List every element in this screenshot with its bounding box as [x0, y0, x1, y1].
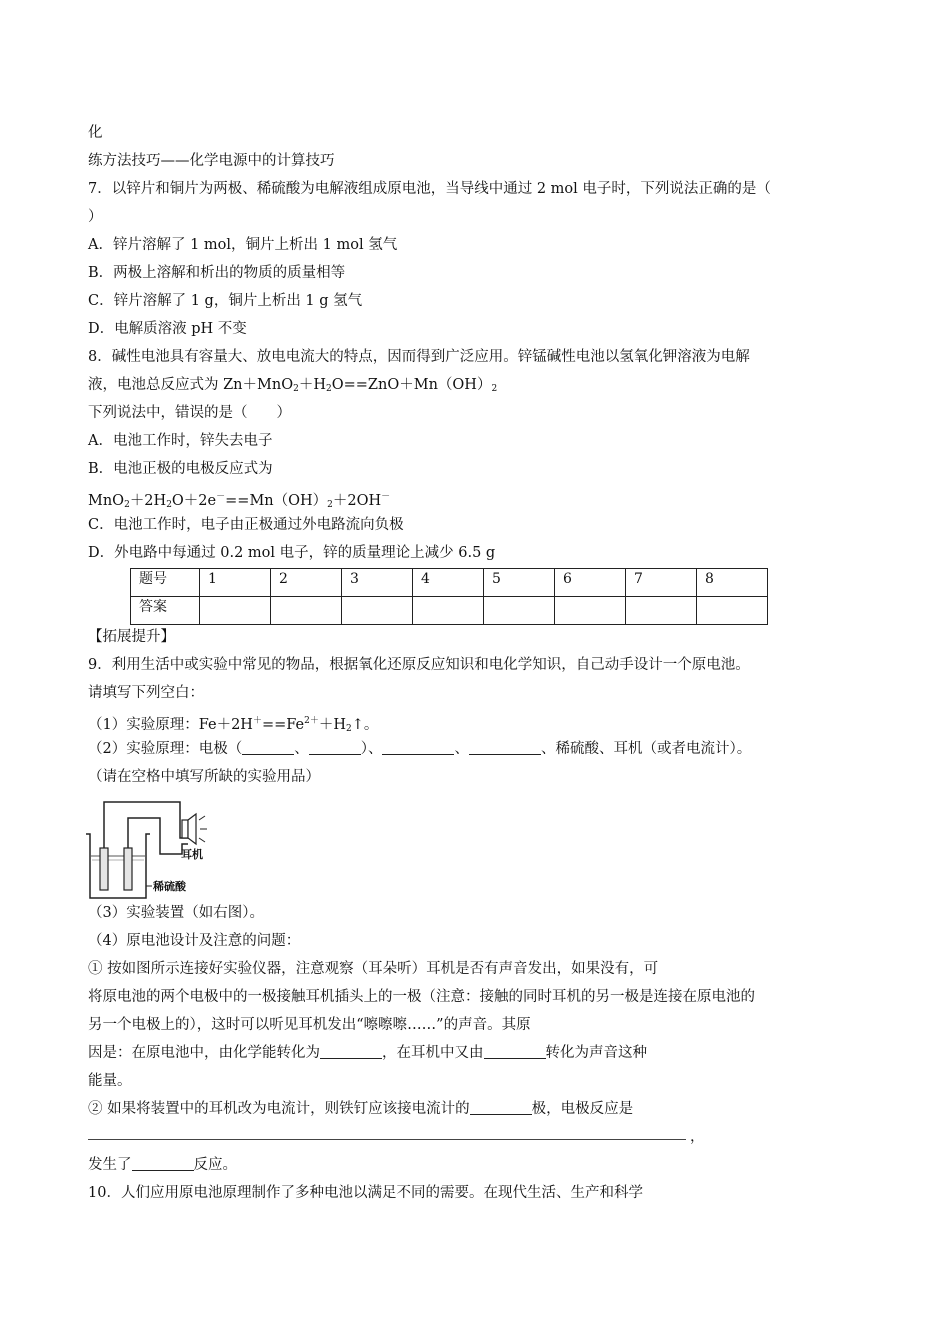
answer-cell[interactable] — [555, 597, 626, 625]
q9-item4: （4）原电池设计及注意的问题： — [88, 933, 301, 949]
q7-option-c: C．锌片溶解了 1 g，铜片上析出 1 g 氢气 — [88, 293, 363, 309]
q9-para2-line3: 发生了 反应。 — [88, 1157, 237, 1173]
table-cell-header: 答案 — [131, 597, 200, 625]
answer-cell[interactable] — [697, 597, 768, 625]
electrode-blank-2[interactable] — [309, 740, 361, 755]
q7-option-a: A．锌片溶解了 1 mol，铜片上析出 1 mol 氢气 — [88, 237, 398, 253]
q8-stem-line3: 下列说法中，错误的是（ ） — [88, 405, 291, 421]
answer-cell[interactable] — [413, 597, 484, 625]
table-cell-number: 5 — [484, 569, 555, 597]
material-blank-2[interactable] — [469, 740, 541, 755]
table-cell-number: 4 — [413, 569, 484, 597]
q8-option-b: B．电池正极的电极反应式为 — [88, 461, 273, 477]
q9-line2: 请填写下列空白： — [88, 685, 204, 701]
galvanic-cell-diagram — [84, 798, 224, 904]
material-blank-1[interactable] — [382, 740, 454, 755]
answer-cell[interactable] — [626, 597, 697, 625]
earphone-icon — [182, 814, 207, 844]
electrode-right — [124, 848, 132, 890]
table-row — [131, 569, 768, 597]
q10-line1: 10．人们应用原电池原理制作了多种电池以满足不同的需要。在现代生活、生产和科学 — [88, 1185, 643, 1201]
table-cell-header: 题号 — [131, 569, 200, 597]
wire-right — [128, 818, 188, 854]
extension-heading: 【拓展提升】 — [88, 629, 175, 645]
q7-stem-line2: ） — [88, 209, 103, 225]
energy-blank-2[interactable] — [484, 1044, 546, 1059]
answer-table — [130, 568, 768, 625]
table-row — [131, 597, 768, 625]
q9-para1-line5: 能量。 — [88, 1073, 132, 1089]
answer-cell[interactable] — [200, 597, 271, 625]
q8-equation: $MnO_2+2H_2O+2e^-==Mn(OH)_2+2OH^-$ — [88, 492, 391, 510]
electrode-reaction-blank[interactable] — [88, 1139, 686, 1140]
answer-cell[interactable] — [342, 597, 413, 625]
earphone-label: 耳机 — [181, 848, 203, 861]
acid-label: 稀硫酸 — [153, 880, 186, 893]
q9-para2-line1: ② 如果将装置中的耳机改为电流计，则铁钉应该接电流计的 极，电极反应是 — [88, 1101, 634, 1117]
electrode-left — [100, 848, 108, 890]
table-cell-number: 3 — [342, 569, 413, 597]
answer-cell[interactable] — [271, 597, 342, 625]
table-cell-number: 8 — [697, 569, 768, 597]
q9-item2-note: （请在空格中填写所缺的实验用品） — [88, 769, 320, 785]
q9-para1-line1: ① 按如图所示连接好实验仪器，注意观察（耳朵听）耳机是否有声音发出，如果没有，可 — [88, 961, 659, 977]
reaction-type-blank[interactable] — [132, 1156, 194, 1171]
table-cell-number: 2 — [271, 569, 342, 597]
section-title: 练方法技巧——化学电源中的计算技巧 — [88, 153, 335, 169]
q8-stem-line1: 8．碱性电池具有容量大、放电电流大的特点，因而得到广泛应用。锌锰碱性电池以氢氧化钾溶液为电解 — [88, 349, 750, 365]
q9-item2: （2）实验原理：电极（ 、 ）、 、 、稀硫酸、耳机（或者电流计）。 — [88, 741, 752, 757]
q9-item3: （3）实验装置（如右图）。 — [88, 905, 264, 921]
table-cell-number: 1 — [200, 569, 271, 597]
q9-para2-line2-end: ， — [690, 1129, 705, 1145]
pole-blank[interactable] — [470, 1100, 532, 1115]
q8-option-d: D．外电路中每通过 0.2 mol 电子，锌的质量理论上减少 6.5 g — [88, 545, 496, 561]
q9-para1-line2: 将原电池的两个电极中的一极接触耳机插头上的一极（注意：接触的同时耳机的另一极是连接在原电池的 — [88, 989, 755, 1005]
top-fragment: 化 — [88, 125, 103, 141]
beaker-icon — [86, 834, 150, 898]
q9-para1-line4: 因是：在原电池中，由化学能转化为 ，在耳机中又由 转化为声音这种 — [88, 1045, 647, 1061]
q8-option-c: C．电池工作时，电子由正极通过外电路流向负极 — [88, 517, 404, 533]
electrode-blank-1[interactable] — [242, 740, 294, 755]
q9-para1-line3: 另一个电极上的），这时可以听见耳机发出“嚓嚓嚓……”的声音。其原 — [88, 1017, 531, 1033]
table-cell-number: 7 — [626, 569, 697, 597]
energy-blank-1[interactable] — [320, 1044, 382, 1059]
q8-stem-line2: 液，电池总反应式为 $Zn+MnO_2+H_2O==ZnO+Mn(OH)_2$ — [88, 377, 498, 394]
q9-line1: 9．利用生活中或实验中常见的物品，根据氧化还原反应知识和电化学知识，自己动手设计一个原电池。 — [88, 657, 750, 673]
answer-cell[interactable] — [484, 597, 555, 625]
q7-option-d: D．电解质溶液 pH 不变 — [88, 321, 247, 337]
q7-option-b: B．两极上溶解和析出的物质的质量相等 — [88, 265, 346, 281]
q7-stem-line1: 7．以锌片和铜片为两极、稀硫酸为电解液组成原电池，当导线中通过 2 mol 电子时，下列说法正确的是（ — [88, 181, 771, 197]
table-cell-number: 6 — [555, 569, 626, 597]
q8-option-a: A．电池工作时，锌失去电子 — [88, 433, 273, 449]
q9-item1: （1）实验原理：$Fe+2H^+==Fe^{2+}+H_2↑$。 — [88, 716, 379, 734]
